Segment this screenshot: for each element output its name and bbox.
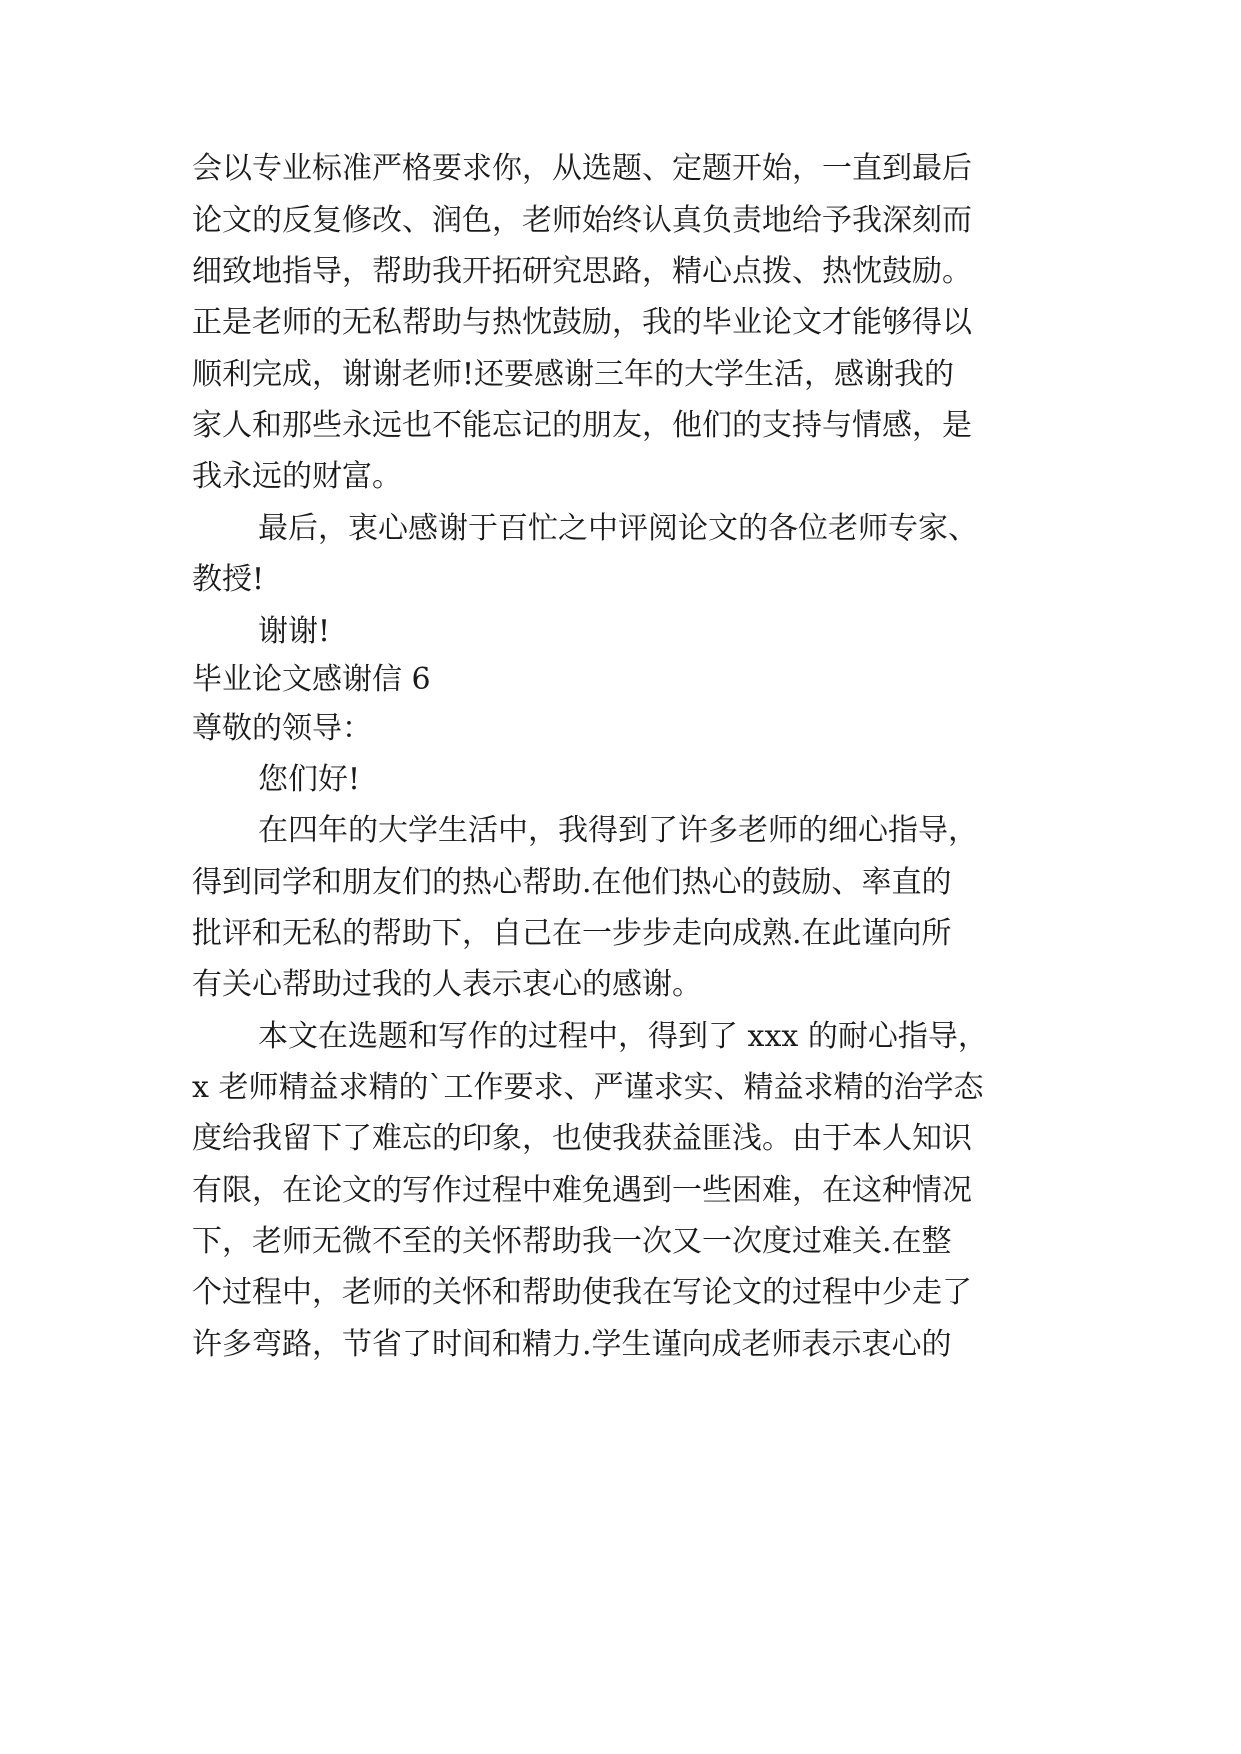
- text-line: 下，老师无微不至的关怀帮助我一次又一次度过难关.在整: [192, 1224, 952, 1259]
- paragraph-first-line: 最后，衷心感谢于百忙之中评阅论文的各位老师专家、: [258, 511, 978, 546]
- greeting: 您们好!: [258, 762, 361, 797]
- section-heading: 毕业论文感谢信 6: [192, 662, 431, 697]
- text-line: 细致地指导，帮助我开拓研究思路，精心点拨、热忱鼓励。: [192, 254, 972, 289]
- text-line: 正是老师的无私帮助与热忱鼓励，我的毕业论文才能够得以: [192, 305, 972, 340]
- text-line: 会以专业标准严格要求你，从选题、定题开始，一直到最后: [192, 151, 972, 186]
- text-line: 家人和那些永远也不能忘记的朋友，他们的支持与情感，是: [192, 408, 972, 443]
- paragraph-first-line: 在四年的大学生活中，我得到了许多老师的细心指导，: [258, 813, 978, 848]
- text-line: x 老师精益求精的`工作要求、严谨求实、精益求精的治学态: [192, 1070, 984, 1105]
- salutation: 尊敬的领导：: [192, 711, 372, 746]
- text-line: 教授!: [192, 562, 265, 597]
- text-line: 有限，在论文的写作过程中难免遇到一些困难，在这种情况: [192, 1173, 972, 1208]
- text-line: 度给我留下了难忘的印象，也使我获益匪浅。由于本人知识: [192, 1121, 972, 1156]
- text-line: 有关心帮助过我的人表示衷心的感谢。: [192, 967, 702, 1002]
- text-line: 顺利完成，谢谢老师!还要感谢三年的大学生活，感谢我的: [192, 357, 955, 392]
- paragraph-first-line: 本文在选题和写作的过程中，得到了 xxx 的耐心指导，: [258, 1019, 988, 1054]
- text-line: 论文的反复修改、润色，老师始终认真负责地给予我深刻而: [192, 203, 972, 238]
- text-line: 我永远的财富。: [192, 459, 402, 494]
- text-line: 得到同学和朋友们的热心帮助.在他们热心的鼓励、率直的: [192, 865, 952, 900]
- text-line: 个过程中，老师的关怀和帮助使我在写论文的过程中少走了: [192, 1275, 972, 1310]
- closing-text: 谢谢!: [258, 614, 331, 649]
- text-line: 许多弯路，节省了时间和精力.学生谨向成老师表示衷心的: [192, 1327, 952, 1362]
- text-line: 批评和无私的帮助下，自己在一步步走向成熟.在此谨向所: [192, 916, 952, 951]
